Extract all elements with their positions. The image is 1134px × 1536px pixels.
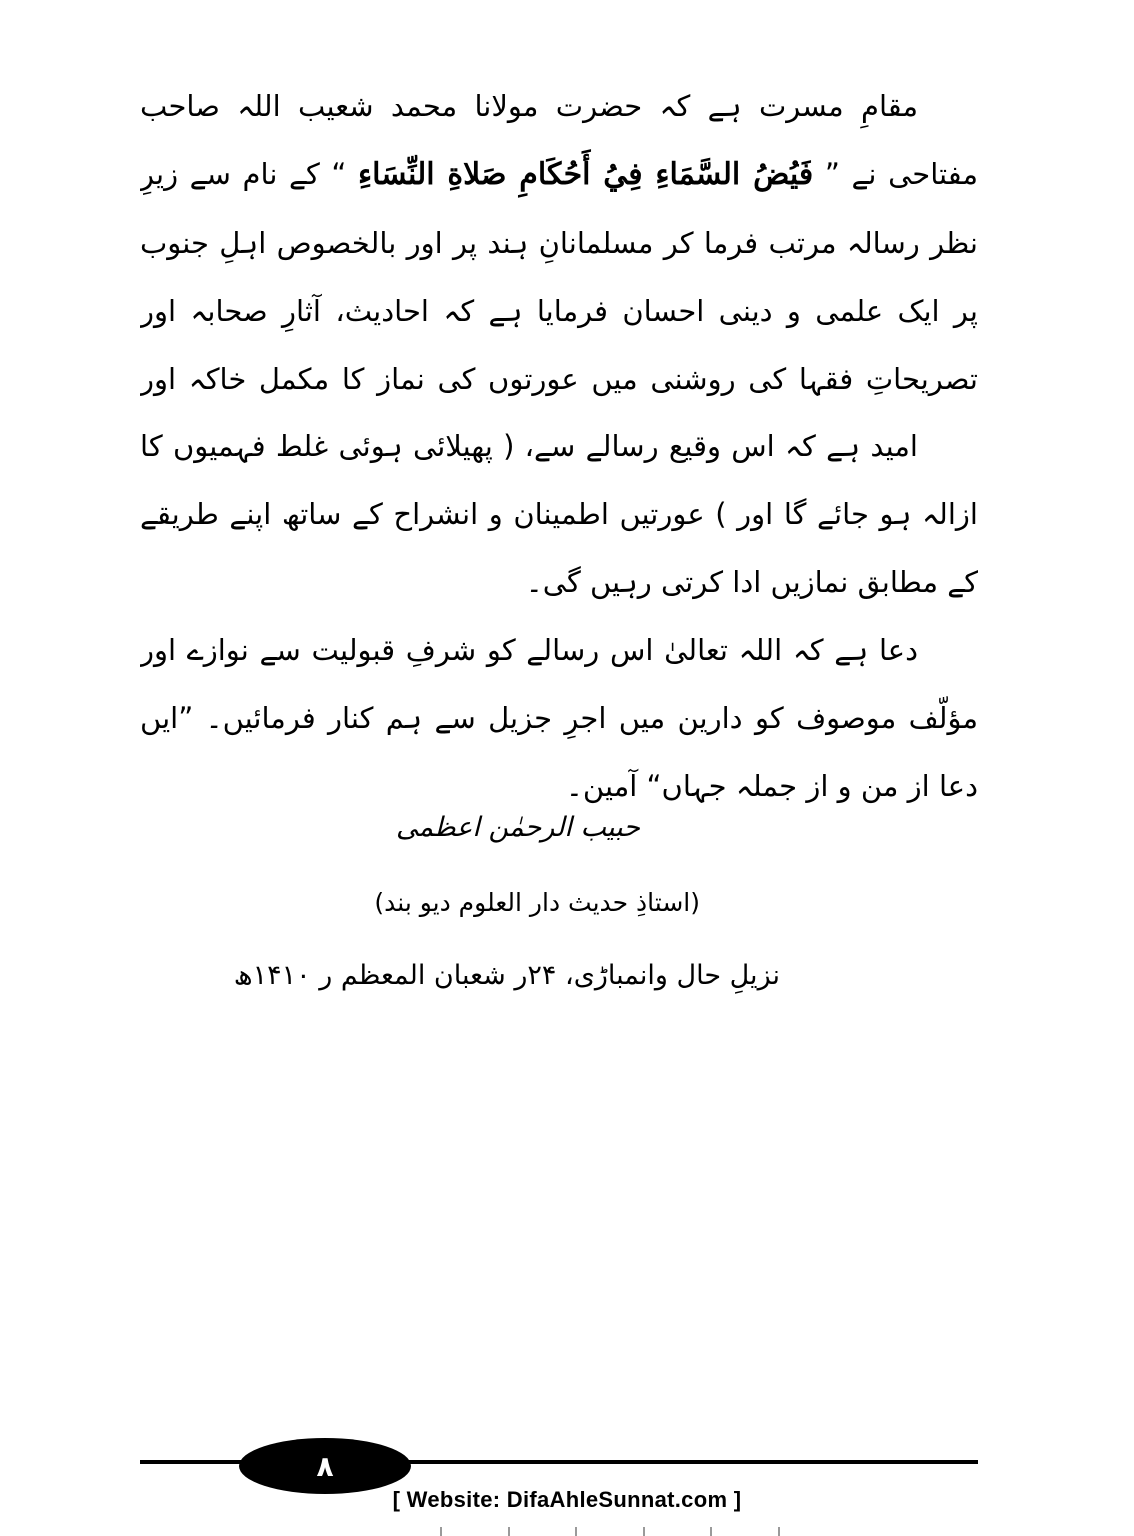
edge-mark — [710, 1527, 712, 1536]
page-number: ۸ — [316, 1449, 334, 1483]
edge-mark — [508, 1527, 510, 1536]
signature-title: (استاذِ حدیث دار العلوم دیو بند) — [374, 888, 700, 917]
page-number-badge — [239, 1438, 411, 1494]
edge-mark — [778, 1527, 780, 1536]
paragraph-intro — [140, 72, 978, 412]
paragraph-hope: امید ہے کہ اس وقیع رسالے سے، ( پھیلائی ہوئی غلط فہمیوں کا ازالہ ہو جائے گا اور ) عورتیں اطمینان و انشراح کے ساتھ اپنے طریقے کے مطابق نمازیں ادا کرتی رہیں گی۔ — [140, 429, 978, 599]
paragraph-prayer: دعا ہے کہ اللہ تعالیٰ اس رسالے کو شرفِ قبولیت سے نوازے اور مؤلّف موصوف کو دارین میں اجرِ جزیل سے ہم کنار فرمائیں۔ ”ایں دعا از من و از جملہ جہاں“ آمین۔ — [140, 633, 978, 803]
edge-mark — [440, 1527, 442, 1536]
book-title-arabic: فَيُضُ السَّمَاءِ فِيُ أَحُكَامِ صَلاةِ النِّسَاءِ — [358, 157, 814, 192]
signature-name: حبیب الرحمٰن اعظمی — [395, 812, 640, 843]
paragraph-intro-after: “ کے نام سے زیرِ نظر رسالہ مرتب فرما کر مسلمانانِ ہند پر اور بالخصوص اہلِ جنوب پر ایک علمی و دینی احسان فرمایا ہے کہ احادیث، آثارِ صحابہ اور تصریحاتِ فقہا کی روشنی میں عورتوں کی نماز کا مکمل خاکہ اور — [140, 157, 978, 396]
body-text — [140, 72, 978, 820]
signature-place-date: نزیلِ حال وانمباڑی، ۲۴ر شعبان المعظم ر ۱۴۱۰ھ — [233, 960, 780, 991]
edge-mark — [643, 1527, 645, 1536]
bottom-edge-marks — [440, 1527, 780, 1536]
edge-mark — [575, 1527, 577, 1536]
website-footer: [ Website: DifaAhleSunnat.com ] — [392, 1487, 742, 1512]
paragraph-intro-before: مقامِ مسرت ہے کہ حضرت مولانا محمد شعیب اللہ صاحب مفتاحی نے ” — [140, 89, 978, 191]
